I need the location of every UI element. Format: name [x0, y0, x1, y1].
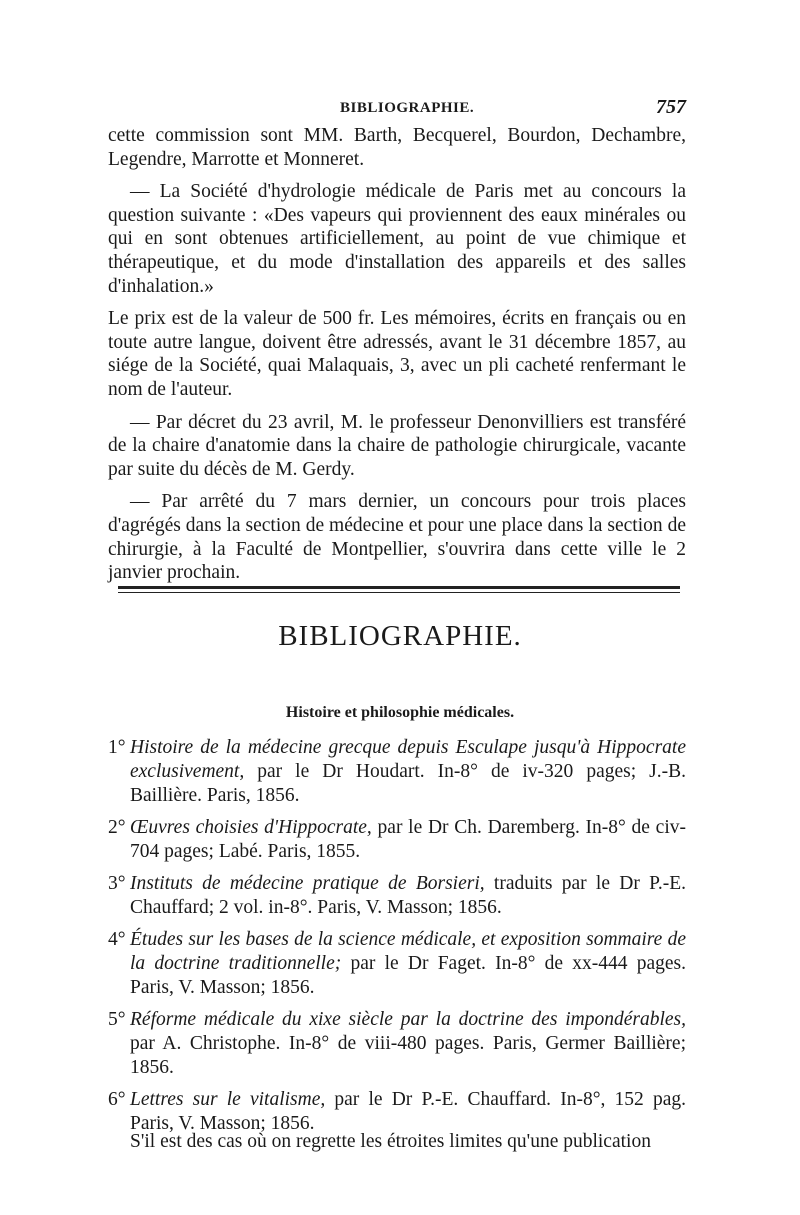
- divider-thin-rule: [118, 592, 680, 593]
- paragraph-prize: Le prix est de la valeur de 500 fr. Les mémoires, écrits en français ou en toute autre langue, doivent être adressés, avant le 31 décembre 1857, au siége de la Société, quai Malaquais, 3, avec un pli cacheté renfermant le nom de l'auteur.: [108, 308, 686, 400]
- entry-title: Histoire de la médecine grecque depuis Esculape jusqu'à Hippocrate exclusivement,: [130, 737, 686, 782]
- entry-number: 1°: [108, 737, 126, 758]
- bibliography-entry: [108, 928, 686, 1000]
- entry-details: par le Dr Ch. Daremberg. In-8° de civ-704 pages; Labé. Paris, 1855.: [130, 817, 686, 862]
- bibliography-list: [108, 736, 686, 1144]
- running-title: BIBLIOGRAPHIE.: [340, 100, 475, 116]
- closing-line: S'il est des cas où on regrette les étroites limites qu'une publication: [130, 1131, 651, 1152]
- news-section: [108, 124, 686, 594]
- entry-number: 2°: [108, 817, 126, 838]
- entry-number: 6°: [108, 1089, 126, 1110]
- entry-title: Lettres sur le vitalisme,: [130, 1089, 326, 1110]
- section-title: BIBLIOGRAPHIE.: [278, 620, 522, 652]
- section-divider: [118, 586, 680, 596]
- bibliography-entry: [108, 872, 686, 920]
- paragraph-competition: — Par arrêté du 7 mars dernier, un concours pour trois places d'agrégés dans la section de médecine et pour une place dans la section de chirurgie, à la Faculté de Montpellier, s'ouvrira dans cette ville le 2 janvier prochain.: [108, 491, 686, 584]
- entry-title: Réforme médicale du xixe siècle par la doctrine des impondérables,: [130, 1009, 686, 1030]
- entry-details: par A. Christophe. In-8° de viii-480 pages. Paris, Germer Baillière; 1856.: [130, 1033, 686, 1078]
- entry-number: 5°: [108, 1009, 126, 1030]
- bibliography-entry: [108, 1008, 686, 1080]
- entry-number: 3°: [108, 873, 126, 894]
- page-number: 757: [656, 96, 686, 118]
- entry-details: traduits par le Dr P.-E. Chauffard; 2 vol. in-8°. Paris, V. Masson; 1856.: [130, 873, 686, 918]
- entry-details: par le Dr Houdart. In-8° de iv-320 pages; J.-B. Baillière. Paris, 1856.: [130, 761, 686, 806]
- divider-thick-rule: [118, 586, 680, 589]
- bibliography-entry: [108, 736, 686, 808]
- section-subtitle: Histoire et philosophie médicales.: [285, 704, 515, 721]
- entry-title: Études sur les bases de la science médicale, et exposition sommaire de la doctrine traditionnelle;: [130, 929, 686, 974]
- paragraph-decree: — Par décret du 23 avril, M. le professeur Denonvilliers est transféré de la chaire d'anatomie dans la chaire de pathologie chirurgicale, vacante par suite du décès de M. Gerdy.: [108, 411, 686, 480]
- entry-details: par le Dr Faget. In-8° de xx-444 pages. Paris, V. Masson; 1856.: [130, 953, 686, 998]
- entry-number: 4°: [108, 929, 126, 950]
- entry-title: Instituts de médecine pratique de Borsieri,: [130, 873, 485, 894]
- bibliography-entry: [108, 1088, 686, 1136]
- entry-title: Œuvres choisies d'Hippocrate,: [130, 817, 372, 838]
- paragraph-commission: cette commission sont MM. Barth, Becquerel, Bourdon, Dechambre, Legendre, Marrotte et Monneret.: [108, 125, 686, 170]
- paragraph-hydrology-contest: — La Société d'hydrologie médicale de Paris met au concours la question suivante : «Des vapeurs qui proviennent des eaux minérales ou qui en sont obtenues artificiellement, au point de vue chimique et thérapeutique, et du mode d'installation des appareils et des salles d'inhalation.»: [108, 181, 686, 297]
- bibliography-entry: [108, 816, 686, 864]
- entry-details: par le Dr P.-E. Chauffard. In-8°, 152 pag. Paris, V. Masson; 1856.: [130, 1089, 686, 1134]
- page-header: [108, 96, 686, 124]
